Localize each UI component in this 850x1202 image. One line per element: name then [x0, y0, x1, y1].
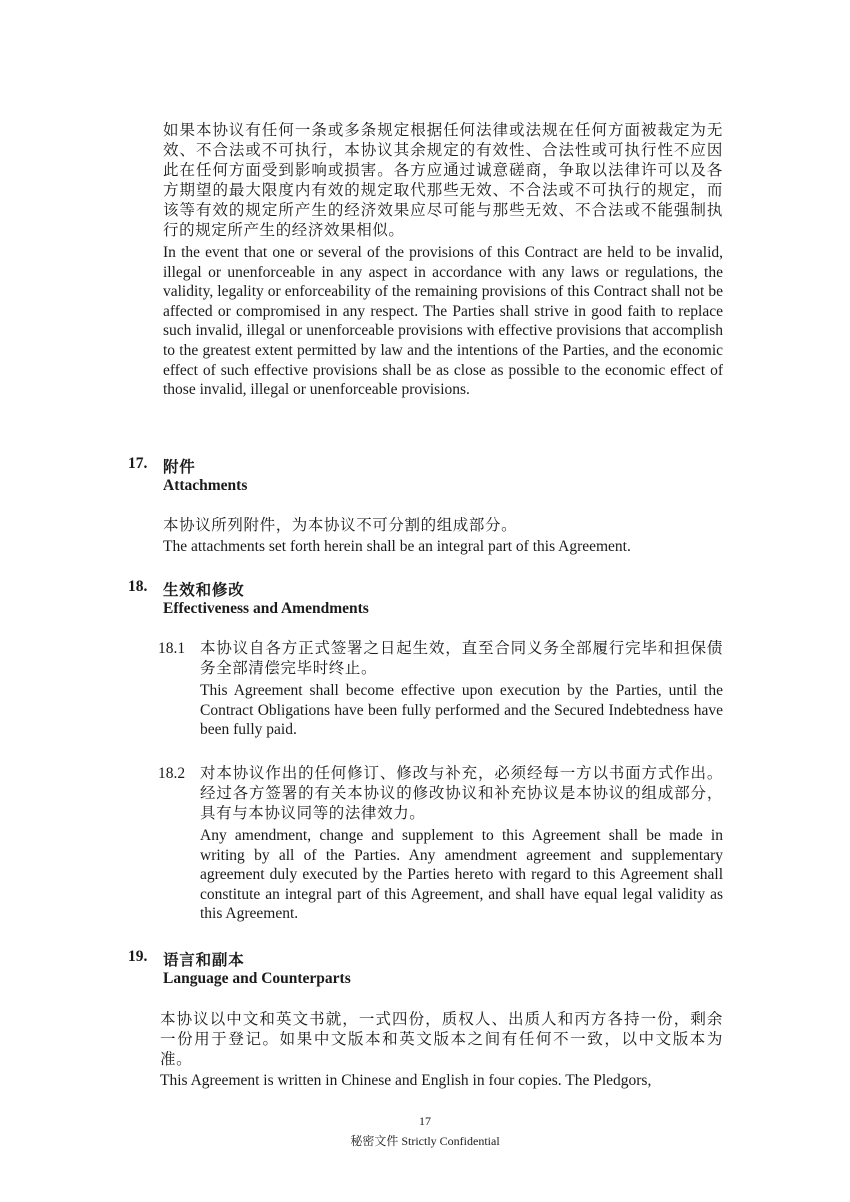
clause-18-2-number: 18.2	[158, 765, 186, 782]
intro-en: In the event that one or several of the provisions of this Contract are held to be invalid, illegal or unenforceable in any aspect in accordance with any laws or regulations, the validity, legality or enforceability of the remaining provisions of this Contract shall not be affected or compromised in any respect. The Parties shall strive in good faith to replace such invalid, illegal or unenforceable provisions with effective provisions that accomplish to the greatest extent permitted by law and the intentions of the Parties, and the economic effect of such effective provisions shall be as close as possible to the economic effect of those invalid, illegal or unenforceable provisions.	[163, 244, 723, 399]
clause-18-1-en: This Agreement shall become effective upon execution by the Parties, until the Contract Obligations have been fully performed and the Secured Indebtedness have been fully paid.	[200, 682, 723, 739]
section-19-title-zh: 语言和副本	[163, 952, 245, 969]
section-18-title-zh: 生效和修改	[163, 582, 245, 599]
section-19-body	[160, 1010, 723, 1091]
clause-18-2-en: Any amendment, change and supplement to this Agreement shall be made in writing by all of the Parties. Any amendment agreement and supplementary agreement duly executed by the Parties hereto with regard to this Agreement shall constitute an integral part of this Agreement, and shall have equal legal validity as this Agreement.	[200, 827, 723, 923]
clause-18-1-zh: 本协议自各方正式签署之日起生效，直至合同义务全部履行完毕和担保债务全部清偿完毕时终止。	[200, 640, 723, 677]
intro-zh: 如果本协议有任何一条或多条规定根据任何法律或法规在任何方面被裁定为无效、不合法或不可执行，本协议其余规定的有效性、合法性或可执行性不应因此在任何方面受到影响或损害。各方应通过诚意磋商，争取以法律许可以及各方期望的最大限度内有效的规定取代那些无效、不合法或不可执行的规定，而该等有效的规定所产生的经济效果应尽可能与那些无效、不合法或不能强制执行的规定所产生的经济效果相似。	[163, 122, 723, 239]
section-17-body	[163, 516, 723, 557]
page-number: 17	[419, 1114, 431, 1128]
clause-18-1-number: 18.1	[158, 640, 186, 657]
section-17-title-en: Attachments	[163, 477, 248, 494]
section-19-body-zh: 本协议以中文和英文书就，一式四份，质权人、出质人和丙方各持一份，剩余一份用于登记。如果中文版本和英文版本之间有任何不一致，以中文版本为准。	[160, 1011, 723, 1068]
section-17-number: 17.	[128, 455, 148, 472]
confidential-label: 秘密文件 Strictly Confidential	[350, 1134, 500, 1148]
section-19-body-en: This Agreement is written in Chinese and English in four copies. The Pledgors,	[160, 1072, 652, 1089]
section-18-title-en: Effectiveness and Amendments	[163, 600, 369, 617]
section-18-number: 18.	[128, 578, 148, 595]
clause-18-1	[200, 639, 723, 740]
section-19-title-en: Language and Counterparts	[163, 970, 351, 987]
intro-paragraph	[163, 121, 723, 400]
clause-18-2	[200, 764, 723, 924]
section-17-title-zh: 附件	[163, 459, 196, 476]
section-17-body-zh: 本协议所列附件，为本协议不可分割的组成部分。	[163, 517, 518, 534]
section-17-body-en: The attachments set forth herein shall be an integral part of this Agreement.	[163, 538, 631, 555]
clause-18-2-zh: 对本协议作出的任何修订、修改与补充，必须经每一方以书面方式作出。经过各方签署的有关本协议的修改协议和补充协议是本协议的组成部分，具有与本协议同等的法律效力。	[200, 765, 723, 822]
section-19-number: 19.	[128, 948, 148, 965]
